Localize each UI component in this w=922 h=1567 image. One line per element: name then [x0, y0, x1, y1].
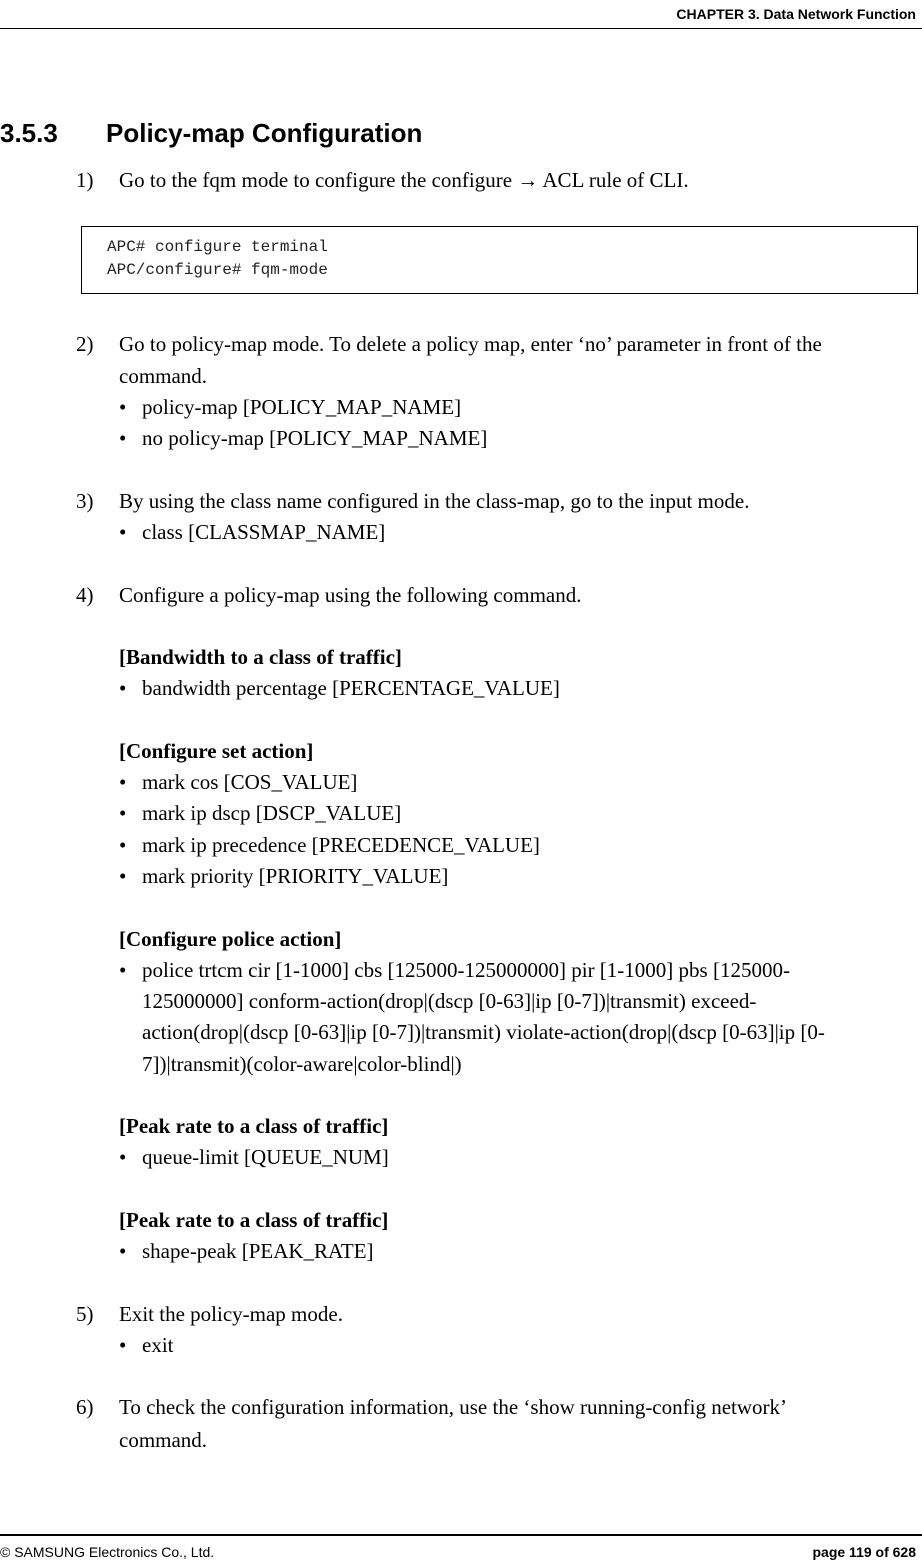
- bullet-item: exit: [142, 1333, 174, 1357]
- bullet-item-continuation: 7])|transmit)(color-aware|color-blind|): [142, 1052, 462, 1076]
- bullet-item: mark ip precedence [PRECEDENCE_VALUE]: [142, 833, 540, 857]
- bullet-item: mark priority [PRIORITY_VALUE]: [142, 864, 449, 888]
- step-text: Exit the policy-map mode.: [119, 1302, 343, 1326]
- chapter-title: CHAPTER 3. Data Network Function: [676, 6, 916, 22]
- section-heading: [0, 118, 422, 149]
- step-number: 2): [76, 332, 94, 356]
- step-text: By using the class name configured in the class-map, go to the input mode.: [119, 489, 750, 513]
- step-text: Configure a policy-map using the following command.: [119, 583, 582, 607]
- bullet-item: mark ip dscp [DSCP_VALUE]: [142, 801, 402, 825]
- bullet-item-continuation: 125000000] conform-action(drop|(dscp [0-63]|ip [0-7])|transmit) exceed-: [142, 989, 757, 1013]
- step-number: 4): [76, 583, 94, 607]
- bullet-icon: •: [119, 833, 127, 857]
- step-number: 5): [76, 1302, 94, 1326]
- step-text: command.: [119, 1428, 208, 1452]
- code-line: APC/configure# fqm-mode: [107, 261, 328, 279]
- step-text: command.: [119, 364, 208, 388]
- bullet-icon: •: [119, 1145, 127, 1169]
- bullet-item: no policy-map [POLICY_MAP_NAME]: [142, 426, 488, 450]
- bullet-icon: •: [119, 676, 127, 700]
- page-number: page 119 of 628: [812, 1544, 916, 1560]
- section-title: Policy-map Configuration: [106, 118, 423, 148]
- bullet-icon: •: [119, 864, 127, 888]
- step-number: 6): [76, 1395, 94, 1419]
- bullet-item: policy-map [POLICY_MAP_NAME]: [142, 395, 462, 419]
- copyright: © SAMSUNG Electronics Co., Ltd.: [0, 1544, 215, 1560]
- bullet-icon: •: [119, 1239, 127, 1263]
- bullet-item: queue-limit [QUEUE_NUM]: [142, 1145, 389, 1169]
- bullet-item: mark cos [COS_VALUE]: [142, 770, 358, 794]
- bullet-icon: •: [119, 1333, 127, 1357]
- section-number: 3.5.3: [0, 118, 58, 148]
- step-number: 1): [76, 168, 94, 192]
- bullet-icon: •: [119, 520, 127, 544]
- bullet-item-continuation: action(drop|(dscp [0-63]|ip [0-7])|transmit) violate-action(drop|(dscp [0-63]|ip [0-: [142, 1020, 825, 1044]
- step-text: Go to the fqm mode to configure the configure → ACL rule of CLI.: [119, 168, 689, 192]
- subheading: [Peak rate to a class of traffic]: [119, 1114, 389, 1138]
- step-text: Go to policy-map mode. To delete a policy map, enter ‘no’ parameter in front of the: [119, 332, 822, 356]
- bullet-item: shape-peak [PEAK_RATE]: [142, 1239, 374, 1263]
- page-footer: [0, 1534, 922, 1567]
- bullet-icon: •: [119, 801, 127, 825]
- step-text: To check the configuration information, use the ‘show running-config network’: [119, 1395, 788, 1419]
- bullet-icon: •: [119, 426, 127, 450]
- code-block: [81, 226, 918, 294]
- subheading: [Peak rate to a class of traffic]: [119, 1208, 389, 1232]
- bullet-icon: •: [119, 395, 127, 419]
- page-header: [0, 0, 922, 29]
- bullet-icon: •: [119, 770, 127, 794]
- bullet-item: class [CLASSMAP_NAME]: [142, 520, 386, 544]
- bullet-icon: •: [119, 958, 127, 982]
- subheading: [Configure police action]: [119, 927, 342, 951]
- code-line: APC# configure terminal: [107, 238, 328, 256]
- bullet-item: police trtcm cir [1-1000] cbs [125000-125000000] pir [1-1000] pbs [125000-: [142, 958, 790, 982]
- bullet-item: bandwidth percentage [PERCENTAGE_VALUE]: [142, 676, 560, 700]
- subheading: [Configure set action]: [119, 739, 314, 763]
- subheading: [Bandwidth to a class of traffic]: [119, 645, 402, 669]
- step-number: 3): [76, 489, 94, 513]
